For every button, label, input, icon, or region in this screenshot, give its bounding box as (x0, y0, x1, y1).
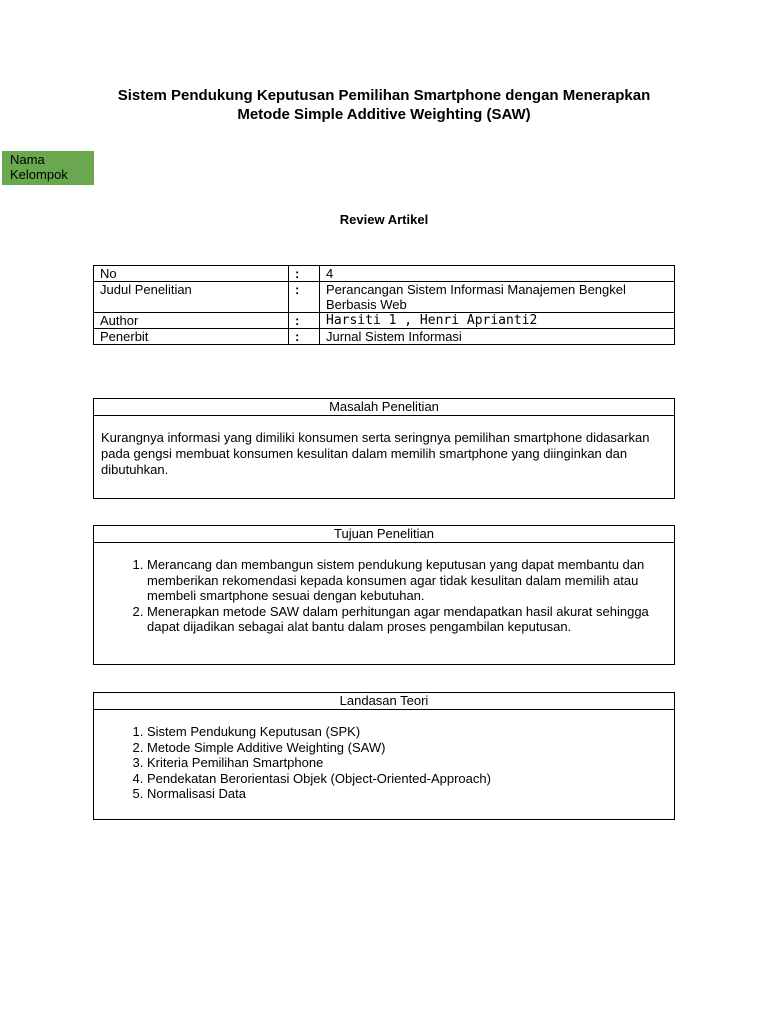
info-label: Judul Penelitian (94, 282, 289, 313)
table-row (94, 329, 675, 345)
theory-list (101, 724, 667, 802)
masalah-penelitian-box (93, 398, 675, 499)
list-item: 4. Pendekatan Berorientasi Objek (Object-Oriented-Approach) (147, 771, 667, 787)
tujuan-penelitian-box (93, 525, 675, 665)
article-info-table (93, 265, 675, 345)
info-separator: : (289, 266, 320, 282)
info-value: Jurnal Sistem Informasi (320, 329, 675, 345)
list-item: 1. Merancang dan membangun sistem pendukung keputusan yang dapat membantu dan memberikan rekomendasi kepada konsumen agar tidak kesulitan dalam memilih atau membeli smartphone sesuai dengan kebutuhan. (147, 557, 667, 604)
box-text: Kurangnya informasi yang dimiliki konsumen serta seringnya pemilihan smartphone didasarkan pada gengsi membuat konsumen kesulitan dalam memilih smartphone yang diinginkan dan dibutuhkan. (101, 430, 650, 477)
info-label: Penerbit (94, 329, 289, 345)
box-heading: Tujuan Penelitian (94, 526, 674, 543)
box-body (94, 710, 674, 802)
table-row (94, 313, 675, 329)
info-separator: : (289, 329, 320, 345)
table-row (94, 282, 675, 313)
list-item: 3. Kriteria Pemilihan Smartphone (147, 755, 667, 771)
box-body (94, 543, 674, 635)
list-item: 5. Normalisasi Data (147, 786, 667, 802)
table-row (94, 266, 675, 282)
document-title (94, 86, 674, 124)
group-name-label (2, 151, 94, 185)
objectives-list (101, 557, 667, 635)
list-item: 2. Menerapkan metode SAW dalam perhitungan agar mendapatkan hasil akurat sehingga dapat dijadikan sebagai alat bantu dalam proses pengambilan keputusan. (147, 604, 667, 635)
title-line-1: Sistem Pendukung Keputusan Pemilihan Smartphone dengan Menerapkan (117, 87, 651, 104)
info-value: Perancangan Sistem Informasi Manajemen Bengkel Berbasis Web (320, 282, 675, 313)
list-item: 1. Sistem Pendukung Keputusan (SPK) (147, 724, 667, 740)
info-value: 4 (320, 266, 675, 282)
info-separator: : (289, 313, 320, 329)
info-separator: : (289, 282, 320, 313)
info-label: Author (94, 313, 289, 329)
info-label: No (94, 266, 289, 282)
title-line-2: Metode Simple Additive Weighting (SAW) (237, 106, 531, 123)
section-title: Review Artikel (339, 212, 429, 227)
box-heading: Landasan Teori (94, 693, 674, 710)
landasan-teori-box (93, 692, 675, 820)
list-item: 2. Metode Simple Additive Weighting (SAW) (147, 740, 667, 756)
group-label-line-1: Nama (10, 152, 45, 167)
group-label-line-2: Kelompok (10, 167, 68, 182)
info-value: Harsiti 1 , Henri Aprianti2 (320, 313, 675, 329)
box-heading: Masalah Penelitian (94, 399, 674, 416)
